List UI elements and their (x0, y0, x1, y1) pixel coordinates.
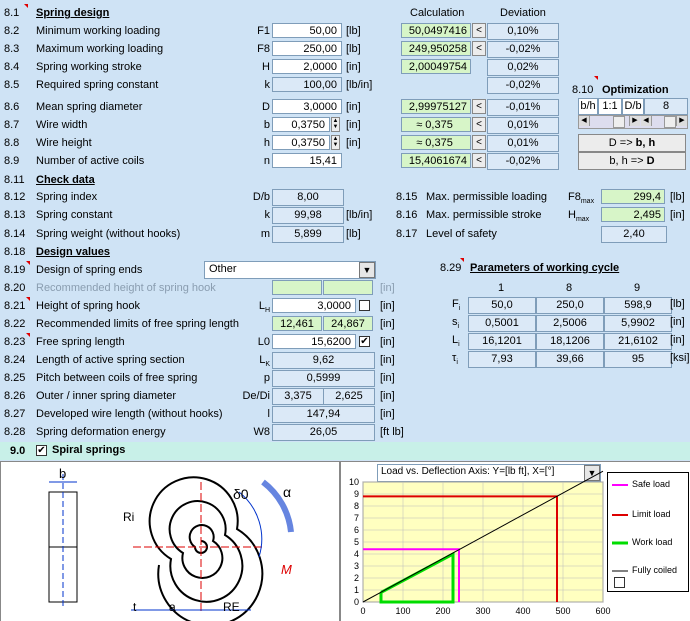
unit: [in] (670, 209, 685, 221)
inner-diameter-value: 2,625 (323, 388, 375, 405)
symbol: D (262, 101, 270, 113)
comment-marker (24, 4, 28, 8)
wire-width-spinner[interactable]: ▲ ▼ (332, 118, 339, 130)
row-number: 8.25 (4, 372, 26, 384)
symbol-subscript: max (580, 198, 595, 206)
row-label: Maximum working loading (36, 43, 164, 55)
symbol: H (568, 209, 576, 221)
row-label: Minimum working loading (36, 25, 161, 37)
cycle-value: 5,9902 (604, 315, 672, 332)
mean-diameter-input[interactable]: 3,0000 (272, 99, 342, 114)
unit: [in] (380, 408, 395, 420)
symbol-subscript: i (457, 323, 460, 331)
legend-work-load: Work load (632, 537, 673, 547)
row-label: Level of safety (426, 228, 497, 240)
symbol: k (264, 209, 270, 221)
spring-ends-select[interactable] (204, 261, 376, 279)
apply-button[interactable]: < (472, 117, 486, 132)
y-tick-label: 6 (353, 525, 359, 535)
deviation-value: -0,01% (487, 99, 559, 116)
row-number: 8.11 (4, 174, 25, 186)
row-label: Recommended height of spring hook (36, 282, 216, 294)
y-tick-label: 4 (353, 549, 359, 559)
row-label: Free spring length (36, 336, 125, 348)
row-8-1 (0, 4, 690, 22)
optimization-title: Optimization (602, 84, 669, 96)
calc-value: ≈ 0,375 (401, 117, 471, 132)
row-label: Spring weight (without hooks) (36, 228, 181, 240)
y-tick-label: 3 (353, 561, 359, 571)
symbol: s (452, 316, 458, 328)
cycle-symbol (452, 352, 458, 366)
row-number: 8.28 (4, 426, 26, 438)
db-label: D/b (622, 98, 644, 115)
symbol: h (263, 137, 270, 149)
row-number: 8.15 (396, 191, 418, 203)
row-8-3 (0, 40, 690, 58)
row-number: 8.19 (4, 264, 26, 276)
unit: [in] (380, 318, 395, 330)
legend-limit-load: Limit load (632, 509, 671, 519)
cycle-value: 18,1206 (536, 333, 604, 350)
row-number: 8.9 (4, 155, 20, 167)
row-8-28 (0, 423, 690, 441)
symbol-subscript: i (458, 305, 461, 313)
row-label: Design of spring ends (36, 264, 143, 276)
row-label: Pitch between coils of free spring (36, 372, 198, 384)
row-label: Outer / inner spring diameter (36, 390, 177, 402)
symbol: F1 (257, 25, 270, 37)
row-number: 8.26 (4, 390, 26, 402)
y-tick-label: 10 (348, 477, 359, 487)
calc-value: 15,4061674 (401, 153, 471, 168)
scroll-thumb[interactable] (664, 116, 676, 128)
row-number: 8.29 (440, 262, 462, 274)
row-8-13 (0, 206, 690, 224)
unit: [in] (380, 300, 395, 312)
unit: [ksi] (670, 352, 690, 364)
row-label: Max. permissible loading (426, 191, 548, 203)
unit: [in] (670, 316, 685, 328)
select-value: Load vs. Deflection Axis: Y=[lb ft], X=[°] (381, 466, 555, 477)
cycle-value: 0,5001 (468, 315, 536, 332)
calculation-header: Calculation (410, 7, 465, 19)
max-loading-input[interactable]: 250,00 (272, 41, 342, 56)
row-number: 8.13 (4, 209, 26, 221)
symbol-subscript: i (458, 341, 460, 349)
unit: [in] (380, 354, 395, 366)
scroll-thumb[interactable] (613, 116, 625, 128)
row-number: 8.1 (4, 7, 20, 19)
unit: [in] (346, 119, 361, 131)
symbol: W8 (253, 426, 270, 438)
row-label: Length of active spring section (36, 354, 185, 366)
cycle-value: 50,0 (468, 297, 536, 314)
dim-t-label: t (133, 600, 137, 614)
unit: [lb] (346, 43, 361, 55)
row-number: 8.23 (4, 336, 26, 348)
rec-hook-max (323, 280, 373, 295)
spring-index-value: 8,00 (272, 189, 344, 206)
row-number: 8.8 (4, 137, 20, 149)
deviation-value: 0,01% (487, 135, 559, 152)
apply-button[interactable]: < (472, 23, 486, 38)
load-deflection-chart (340, 461, 690, 621)
y-tick-label: 5 (353, 537, 359, 547)
comment-marker (594, 76, 598, 80)
section-title: Design values (36, 246, 110, 258)
unit: [in] (380, 372, 395, 384)
y-tick-label: 1 (353, 585, 359, 595)
deviation-value: 0,01% (487, 117, 559, 134)
stroke-input[interactable]: 2,0000 (272, 59, 342, 74)
cycle-symbol (452, 298, 460, 312)
unit: [in] (346, 61, 361, 73)
unit: [lb] (670, 298, 685, 310)
dim-a-label: a (169, 600, 176, 614)
dim-ri-label: Ri (123, 510, 135, 524)
spring-constant-check: 99,98 (272, 207, 344, 224)
select-value: Other (209, 263, 237, 275)
x-tick-label: 400 (515, 606, 531, 616)
db-value: 8 (644, 98, 688, 115)
active-length-value: 9,62 (272, 352, 375, 369)
dim-b-label: b (59, 466, 67, 481)
legend-safe-load: Safe load (632, 479, 671, 489)
free-length-min: 12,461 (272, 316, 322, 331)
row-label: Mean spring diameter (36, 101, 143, 113)
symbol-subscript: max (575, 216, 590, 224)
x-tick-label: 0 (360, 606, 366, 616)
row-number: 8.22 (4, 318, 26, 330)
symbol-subscript: H (264, 307, 270, 315)
row-8-11 (0, 171, 690, 189)
deviation-header: Deviation (500, 7, 546, 19)
free-length-input[interactable]: 15,6200 (272, 334, 356, 349)
rec-hook-min (272, 280, 322, 295)
safety-level-value: 2,40 (601, 226, 667, 243)
unit: [in] (380, 336, 395, 348)
optimization-panel (572, 80, 690, 172)
deformation-energy-value: 26,05 (272, 424, 375, 441)
row-label: Height of spring hook (36, 300, 140, 312)
row-8-4 (0, 58, 690, 76)
symbol: F8 (257, 43, 270, 55)
symbol-subscript: K (265, 361, 270, 369)
symbol-subscript: i (456, 359, 458, 367)
x-tick-label: 100 (395, 606, 411, 616)
cycle-value: 39,66 (536, 351, 604, 368)
symbol: b (263, 119, 270, 131)
dim-re-label: RE (223, 600, 240, 614)
section-9-bar (0, 442, 690, 460)
y-tick-label: 9 (353, 489, 359, 499)
symbol: H (262, 61, 270, 73)
comment-marker (26, 297, 30, 301)
symbol: De/Di (242, 390, 270, 402)
cycle-value: 7,93 (468, 351, 536, 368)
wire-width-input[interactable]: 0,3750 (272, 117, 330, 132)
row-label: Spring index (36, 191, 98, 203)
hook-height-input[interactable]: 3,0000 (272, 298, 356, 313)
column-header: 9 (634, 282, 641, 294)
cycle-symbol (452, 334, 460, 348)
section-title: Check data (36, 174, 95, 186)
deviation-value: -0,02% (487, 77, 559, 94)
row-label: Max. permissible stroke (426, 209, 542, 221)
y-tick-label: 2 (353, 573, 359, 583)
symbol: F8 (568, 191, 581, 203)
deviation-value: -0,02% (487, 41, 559, 58)
free-length-max: 24,867 (323, 316, 373, 331)
wire-height-input[interactable]: 0,3750 (272, 135, 330, 150)
optimize-d-button[interactable] (578, 152, 686, 170)
row-number: 9.0 (10, 445, 26, 457)
row-label: Wire width (36, 119, 88, 131)
symbol: F (452, 298, 459, 310)
apply-button[interactable]: < (472, 99, 486, 114)
unit: [lb/in] (346, 209, 373, 221)
calc-value: 50,0497416 (401, 23, 471, 38)
dropdown-arrow-icon[interactable]: ▼ (584, 465, 600, 481)
optimize-bh-button[interactable] (578, 134, 686, 152)
column-header: 8 (566, 282, 573, 294)
row-label: Spring deformation energy (36, 426, 166, 438)
x-tick-label: 600 (595, 606, 611, 616)
row-number: 8.21 (4, 300, 26, 312)
button-label: D => (608, 137, 636, 149)
symbol: L (259, 354, 266, 366)
wire-length-value: 147,94 (272, 406, 375, 423)
apply-button[interactable]: < (472, 153, 486, 168)
row-number: 8.17 (396, 228, 418, 240)
comment-marker (26, 261, 30, 265)
spring-constant-value: 100,00 (272, 77, 342, 92)
button-label: b, h => (609, 155, 647, 167)
row-label: Recommended limits of free spring length (36, 318, 239, 330)
row-8-14 (0, 225, 690, 243)
row-label: Developed wire length (without hooks) (36, 408, 223, 420)
cycle-value: 598,9 (604, 297, 672, 314)
row-label: Spring constant (36, 209, 113, 221)
dim-alpha-label: α (283, 484, 292, 500)
row-number: 8.7 (4, 119, 20, 131)
max-loading-value: 299,4 (601, 189, 665, 204)
apply-button[interactable]: < (472, 135, 486, 150)
cycle-value: 250,0 (536, 297, 604, 314)
symbol: D/b (252, 191, 270, 203)
cycle-symbol (452, 316, 459, 330)
section-title: Spiral springs (52, 444, 126, 456)
bh-label: b/h (578, 98, 598, 115)
row-label: Spring working stroke (36, 61, 142, 73)
row-number: 8.20 (4, 282, 26, 294)
column-header: 1 (498, 282, 505, 294)
wire-height-spinner[interactable]: ▲ ▼ (332, 136, 339, 148)
ratio-scrollbar[interactable] (578, 115, 688, 129)
cycle-value: 95 (604, 351, 672, 368)
hook-height-checkbox[interactable] (359, 300, 370, 311)
row-label: Number of active coils (36, 155, 145, 167)
unit: [lb] (346, 25, 361, 37)
row-label: Wire height (36, 137, 92, 149)
y-tick-label: 7 (353, 513, 359, 523)
cycle-value: 16,1201 (468, 333, 536, 350)
row-label: Required spring constant (36, 79, 159, 91)
scroll-left-icon[interactable]: ◀ (579, 116, 590, 126)
working-cycle-table (440, 262, 690, 422)
row-number: 8.3 (4, 43, 20, 55)
symbol: n (263, 155, 270, 167)
symbol: τ (452, 352, 457, 364)
pitch-value: 0,5999 (272, 370, 375, 387)
x-tick-label: 500 (555, 606, 571, 616)
row-number: 8.4 (4, 61, 20, 73)
ratio-value: 1:1 (598, 98, 622, 115)
apply-button[interactable]: < (472, 41, 486, 56)
y-tick-label: 0 (353, 597, 359, 607)
x-tick-label: 200 (435, 606, 451, 616)
scroll-left-icon[interactable]: ◀ (641, 116, 652, 126)
unit: [in] (380, 282, 395, 294)
row-number: 8.14 (4, 228, 26, 240)
spiral-spring-drawing (0, 461, 340, 621)
unit: [in] (380, 390, 395, 402)
symbol: p (263, 372, 270, 384)
section-title: Parameters of working cycle (470, 262, 620, 274)
cycle-value: 21,6102 (604, 333, 672, 350)
cycle-value: 2,5006 (536, 315, 604, 332)
row-number: 8.12 (4, 191, 26, 203)
button-label-bold: D (646, 155, 655, 167)
symbol: L (452, 334, 459, 346)
unit: [in] (346, 101, 361, 113)
symbol: L (258, 300, 265, 312)
unit: [lb] (670, 191, 685, 203)
outer-diameter-value: 3,375 (272, 388, 324, 405)
calc-value: 249,950258 (401, 41, 471, 56)
row-number: 8.10 (572, 84, 594, 96)
row-8-12 (0, 188, 690, 206)
fully-coiled-checkbox[interactable] (614, 577, 625, 588)
deviation-value: 0,10% (487, 23, 559, 40)
unit: [ft lb] (380, 426, 404, 438)
active-coils-input[interactable]: 15,41 (272, 153, 342, 168)
spiral-springs-checkbox[interactable]: ✔ (37, 445, 46, 456)
row-number: 8.24 (4, 354, 26, 366)
y-tick-label: 8 (353, 501, 359, 511)
comment-marker (26, 333, 30, 337)
symbol: m (260, 228, 270, 240)
symbol: l (267, 408, 270, 420)
deviation-value: 0,02% (487, 59, 559, 76)
symbol: L0 (257, 336, 270, 348)
dim-delta-label: δ0 (233, 486, 249, 502)
row-number: 8.18 (4, 246, 26, 258)
row-number: 8.2 (4, 25, 20, 37)
free-length-checkbox[interactable]: ✔ (360, 336, 369, 347)
unit: [lb/in] (346, 79, 373, 91)
chart-legend (607, 472, 689, 592)
row-number: 8.16 (396, 209, 418, 221)
moment-label: M (281, 562, 292, 577)
min-loading-input[interactable]: 50,00 (272, 23, 342, 38)
row-number: 8.5 (4, 79, 20, 91)
calc-value: 2,00049754 (401, 59, 471, 74)
legend-fully-coiled: Fully coiled (632, 565, 678, 575)
spring-weight-value: 5,899 (272, 226, 344, 243)
button-label-bold: b, h (635, 137, 656, 149)
unit: [in] (670, 334, 685, 346)
section-title: Spring design (36, 7, 110, 19)
row-number: 8.6 (4, 101, 20, 113)
row-8-2 (0, 22, 690, 40)
scroll-right-icon[interactable]: ▶ (676, 116, 687, 126)
row-8-18 (0, 243, 690, 261)
dropdown-arrow-icon[interactable]: ▼ (359, 262, 375, 278)
unit: [in] (346, 137, 361, 149)
calc-value: ≈ 0,375 (401, 135, 471, 150)
scroll-right-icon[interactable]: ▶ (629, 116, 640, 126)
symbol: k (264, 79, 270, 91)
deviation-value: -0,02% (487, 153, 559, 170)
calc-value: 2,99975127 (401, 99, 471, 114)
max-stroke-value: 2,495 (601, 207, 665, 222)
row-number: 8.27 (4, 408, 26, 420)
x-tick-label: 300 (475, 606, 491, 616)
unit: [lb] (346, 228, 361, 240)
